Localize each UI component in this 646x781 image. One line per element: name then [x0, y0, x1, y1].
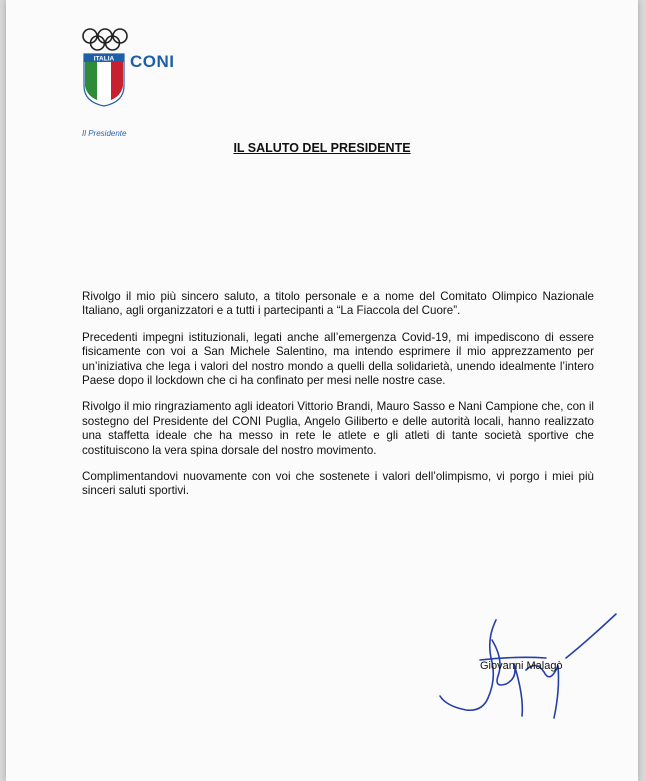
- paragraph: Complimentandovi nuovamente con voi che sostenete i valori dell’olimpismo, vi porgo i miei più sinceri saluti sportivi.: [82, 470, 594, 498]
- paragraph: Precedenti impegni istituzionali, legati anche all’emergenza Covid-19, mi impediscono di essere fisicamente con voi a San Michele Salentino, ma intendo esprimere il mio apprezzamento per un’iniziativa che lega i valori del nostro mondo a quelli della solidarietà, unendo idealmente l’intero Paese dopo il lockdown che ci ha confinato per mesi nelle nostre case.: [82, 330, 594, 388]
- president-label: Il Presidente: [82, 129, 127, 138]
- shield-badge-text: ITALIA: [93, 55, 115, 63]
- letter-body: [82, 290, 594, 511]
- logo-text: CONI: [130, 52, 175, 71]
- signer-name: Giovanni Malagò: [480, 660, 563, 672]
- letter-page: [6, 0, 638, 781]
- paragraph: Rivolgo il mio più sincero saluto, a titolo personale e a nome del Comitato Olimpico Nazionale Italiano, agli organizzatori e a tutti i partecipanti a “La Fiaccola del Cuore”.: [82, 290, 594, 318]
- coni-logo: [78, 24, 188, 114]
- paragraph: Rivolgo il mio ringraziamento agli ideatori Vittorio Brandi, Mauro Sasso e Nani Campione che, con il sostegno del Presidente del CONI Puglia, Angelo Giliberto e delle autorità locali, hanno realizzato una staffetta ideale che ha messo in rete le atlete e gli atleti di tante società sportive che costituiscono la vera spina dorsale del nostro movimento.: [82, 400, 594, 457]
- letter-title: IL SALUTO DEL PRESIDENTE: [233, 141, 411, 155]
